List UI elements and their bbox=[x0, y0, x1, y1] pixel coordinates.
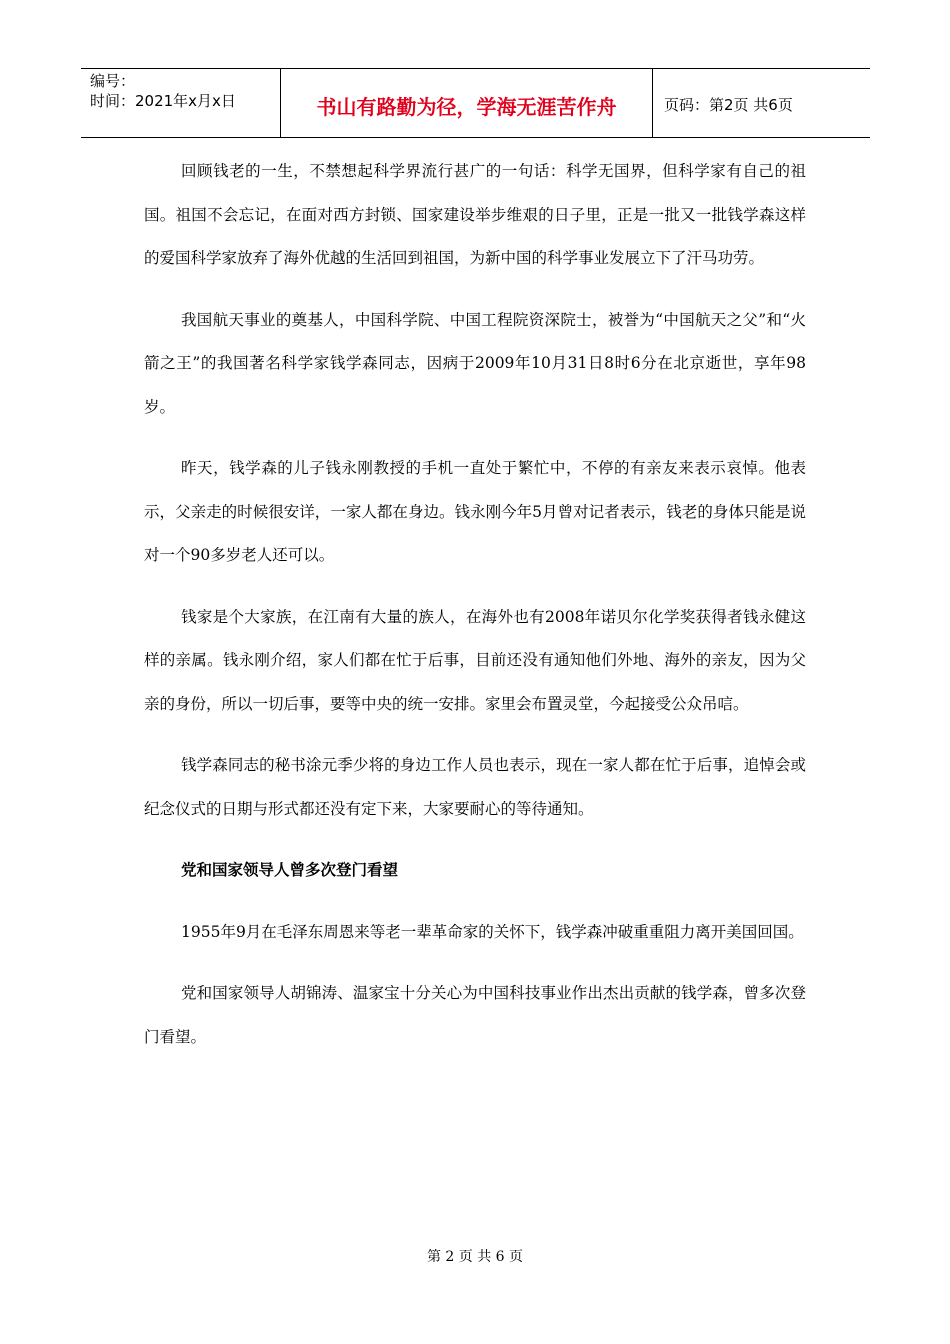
document-number-label: 编号： bbox=[90, 72, 136, 90]
section-heading: 党和国家领导人曾多次登门看望 bbox=[181, 861, 399, 879]
document-body bbox=[144, 150, 806, 1077]
header-meta bbox=[81, 69, 281, 137]
paragraph: 钱学森同志的秘书涂元季少将的身边工作人员也表示，现在一家人都在忙于后事，追悼会或纪念仪式的日期与形式都还没有定下来，大家要耐心的等待通知。 bbox=[144, 756, 806, 818]
paragraph: 1955年9月在毛泽东周恩来等老一辈革命家的关怀下，钱学森冲破重重阻力离开美国回国。 bbox=[181, 922, 804, 941]
paragraph: 我国航天事业的奠基人，中国科学院、中国工程院资深院士，被誉为“中国航天之父”和“火箭之王”的我国著名科学家钱学森同志，因病于2009年10月31日8时6分在北京逝世，享年98岁。 bbox=[144, 310, 806, 416]
paragraph: 党和国家领导人胡锦涛、温家宝十分关心为中国科技事业作出杰出贡献的钱学森，曾多次登门看望。 bbox=[144, 984, 806, 1046]
paragraph: 回顾钱老的一生，不禁想起科学界流行甚广的一句话：科学无国界，但科学家有自己的祖国。祖国不会忘记，在面对西方封锁、国家建设举步维艰的日子里，正是一批又一批钱学森这样的爱国科学家放弃了海外优越的生活回到祖国，为新中国的科学事业发展立下了汗马功劳。 bbox=[144, 162, 806, 267]
paragraph: 钱家是个大家族，在江南有大量的族人，在海外也有2008年诺贝尔化学奖获得者钱永健这样的亲属。钱永刚介绍，家人们都在忙于后事，目前还没有通知他们外地、海外的亲友，因为父亲的身份，所以一切后事，要等中央的统一安排。家里会布置灵堂，今起接受公众吊唁。 bbox=[144, 607, 806, 713]
page-footer: 第 2 页 共 6 页 bbox=[426, 1249, 524, 1265]
header-motto: 书山有路勤为径，学海无涯苦作舟 bbox=[281, 69, 653, 137]
page-header bbox=[81, 68, 870, 138]
header-page-info: 页码：第2页 共6页 bbox=[664, 95, 793, 114]
document-time-label: 时间：2021年x月x日 bbox=[90, 92, 236, 110]
paragraph: 昨天，钱学森的儿子钱永刚教授的手机一直处于繁忙中，不停的有亲友来表示哀悼。他表示，父亲走的时候很安详，一家人都在身边。钱永刚今年5月曾对记者表示，钱老的身体只能是说对一个90多岁老人还可以。 bbox=[144, 459, 806, 564]
